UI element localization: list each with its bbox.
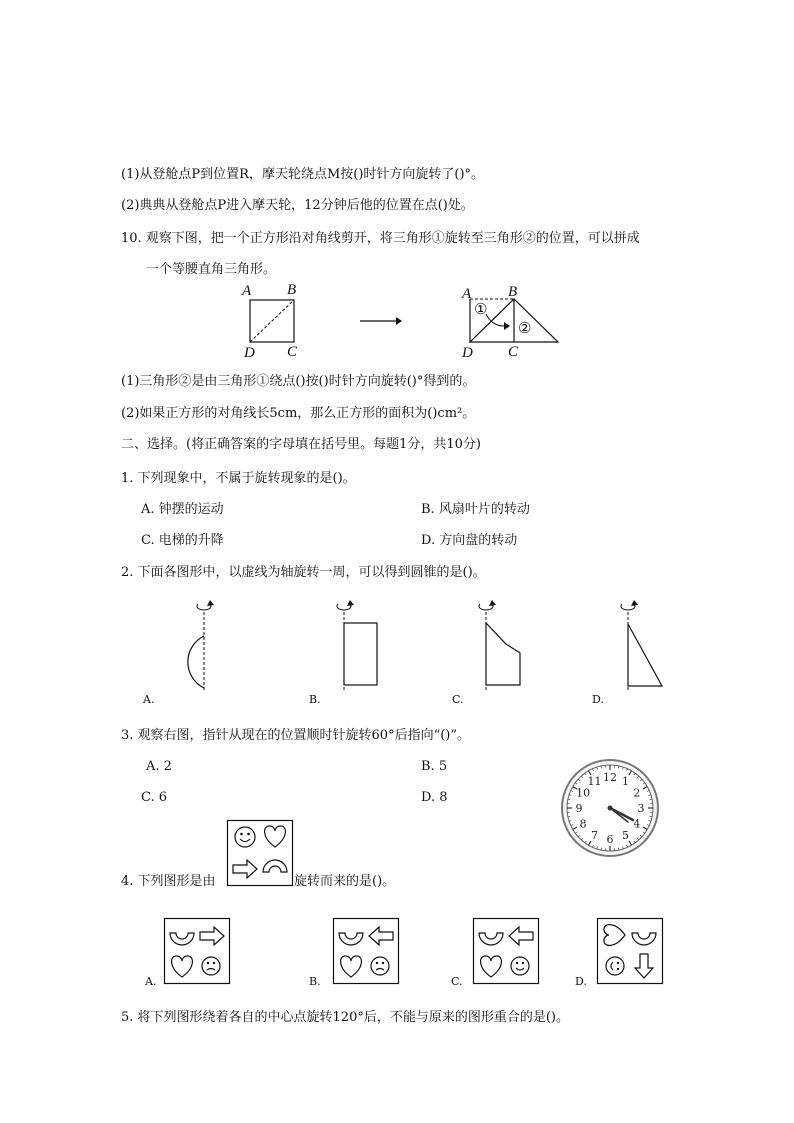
right-arrow-icon xyxy=(358,315,402,327)
square-label-d: D xyxy=(244,345,255,361)
clock-number: 10 xyxy=(576,786,591,800)
choice-q3-stem: 3. 观察右图，指针从现在的位置顺时针旋转60°后指向“()”。 xyxy=(121,728,471,743)
result-label-b: B xyxy=(508,284,518,300)
triangle-1-label: ① xyxy=(474,300,488,318)
square-label-b: B xyxy=(287,282,297,298)
right-triangle-axis-figure xyxy=(614,596,674,696)
choice-q1-option-c: C. 电梯的升降 xyxy=(141,533,224,548)
choice-q4-stem-after: 旋转而来的是()。 xyxy=(294,874,396,889)
choice-q4-label-c: C. xyxy=(451,975,463,988)
choice-q3-option-b: B. 5 xyxy=(421,759,448,774)
clock-number: 2 xyxy=(633,786,641,800)
q4-option-a-pattern xyxy=(164,918,230,984)
q4-original-pattern xyxy=(227,820,293,886)
result-label-c: C xyxy=(508,344,519,360)
choice-q3-option-d: D. 8 xyxy=(421,790,448,805)
choice-q1-stem: 1. 下列现象中，不属于旋转现象的是()。 xyxy=(121,471,356,486)
square-label-c: C xyxy=(287,344,298,360)
choice-q2-label-b: B. xyxy=(309,693,321,706)
choice-q1-option-b: B. 风扇叶片的转动 xyxy=(421,502,530,517)
choice-q2-label-d: D. xyxy=(592,693,604,706)
choice-q4-label-d: D. xyxy=(575,975,587,988)
clock-number: 11 xyxy=(587,775,602,789)
choice-q1-option-a: A. 钟摆的运动 xyxy=(141,502,224,517)
clock-number: 4 xyxy=(633,817,641,831)
q4-option-c-pattern xyxy=(473,918,539,984)
clock-number: 7 xyxy=(591,828,598,842)
result-label-a: A xyxy=(462,286,472,302)
clock-number: 9 xyxy=(575,802,583,815)
section-two-header: 二、选择。(将正确答案的字母填在括号里。每题1分，共10分) xyxy=(121,437,481,452)
choice-q1-option-d: D. 方向盘的转动 xyxy=(421,533,518,548)
clock-number: 6 xyxy=(606,833,614,846)
clock-number: 8 xyxy=(579,817,587,831)
choice-q2-label-a: A. xyxy=(143,693,155,706)
clock-number: 1 xyxy=(622,775,629,789)
question-9-part-1: (1)从登舱点P到位置R，摩天轮绕点M按()时针方向旋转了()°。 xyxy=(121,167,485,182)
q4-option-d-pattern xyxy=(597,918,663,984)
choice-q4-stem-before: 4. 下列图形是由 xyxy=(121,874,216,889)
question-10-sub-1: (1)三角形②是由三角形①绕点()按()时针方向旋转()°得到的。 xyxy=(121,374,476,389)
rectangle-axis-figure xyxy=(330,596,390,696)
clock-number: 12 xyxy=(603,771,617,784)
choice-q2-stem: 2. 下面各图形中，以虚线为轴旋转一周，可以得到圆锥的是()。 xyxy=(121,565,486,580)
question-10-sub-2: (2)如果正方形的对角线长5cm，那么正方形的面积为()cm²。 xyxy=(121,406,476,421)
choice-q3-option-c: C. 6 xyxy=(141,790,168,805)
question-10-stem-line-2: 一个等腰直角三角形。 xyxy=(146,262,277,277)
q4-option-b-pattern xyxy=(333,918,399,984)
choice-q5-stem: 5. 将下列图形绕着各自的中心点旋转120°后，不能与原来的图形重合的是()。 xyxy=(121,1010,569,1025)
choice-q4-label-b: B. xyxy=(309,975,321,988)
choice-q3-option-a: A. 2 xyxy=(146,759,172,774)
question-9-part-2: (2)典典从登舱点P进入摩天轮，12分钟后他的位置在点()处。 xyxy=(121,198,474,213)
trapezoid-axis-figure xyxy=(472,596,532,696)
clock-figure xyxy=(560,758,660,858)
result-label-d: D xyxy=(462,345,473,361)
square-label-a: A xyxy=(242,283,252,299)
choice-q4-label-a: A. xyxy=(145,975,157,988)
clock-number: 3 xyxy=(637,802,645,815)
semicircle-axis-figure xyxy=(160,596,220,696)
choice-q2-label-c: C. xyxy=(452,693,464,706)
question-10-stem-line-1: 10. 观察下图，把一个正方形沿对角线剪开，将三角形①旋转至三角形②的位置，可以拼成 xyxy=(121,231,640,246)
clock-number: 5 xyxy=(622,828,629,842)
triangle-2-label: ② xyxy=(518,319,532,337)
